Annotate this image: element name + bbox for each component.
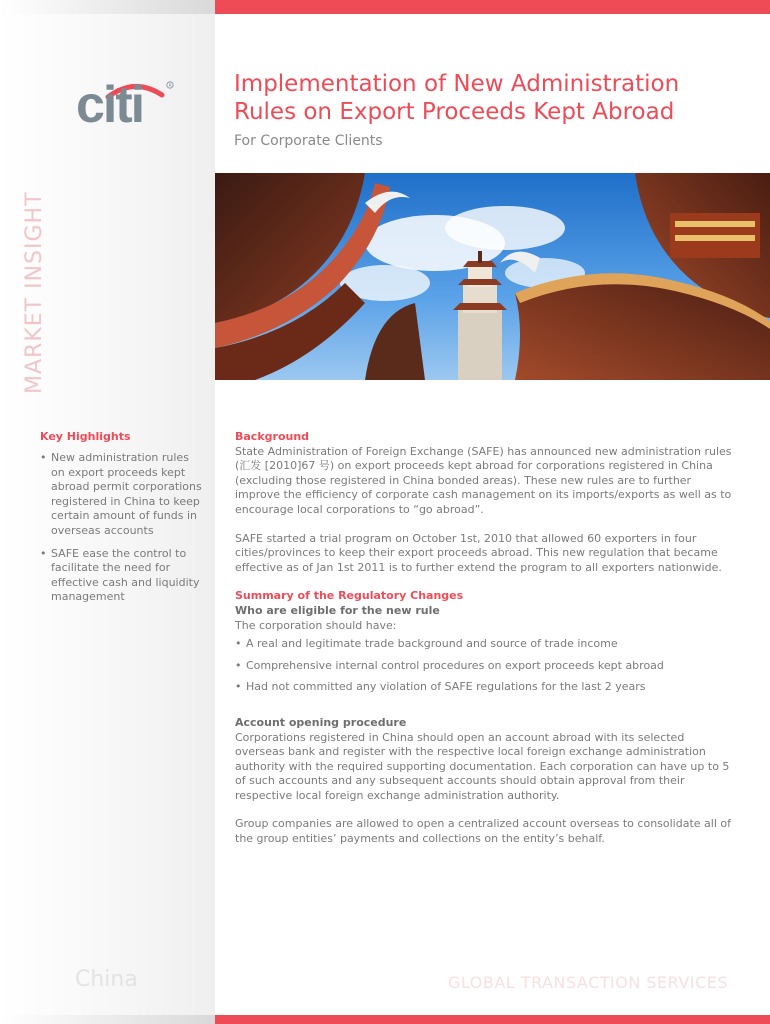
- eligible-list: [235, 637, 735, 695]
- key-highlights: [40, 430, 202, 613]
- list-item: • Had not committed any violation of SAFE regulations for the last 2 years: [235, 680, 735, 695]
- bottom-gray-bar: [0, 1015, 215, 1024]
- citi-logo: [76, 75, 176, 134]
- list-item: • Comprehensive internal control procedures on export proceeds kept abroad: [235, 659, 735, 674]
- vertical-section-label: MARKET INSIGHT: [22, 191, 47, 394]
- main-content: [235, 430, 735, 847]
- top-accent-bar: [215, 0, 770, 14]
- top-gray-bar: [0, 0, 215, 14]
- page-title: [234, 70, 754, 126]
- key-highlights-title: Key Highlights: [40, 430, 131, 443]
- svg-text:R: R: [168, 84, 172, 89]
- account-opening-paragraph-1: Corporations registered in China should open an account abroad with its selected overseas bank and register with the respective local foreign exchange administration authority with the required supporting documentation. Each corporation can have up to 5 of such accounts and any subsequent accounts should obtain approval from their respective local foreign exchange administration authority.: [235, 730, 730, 802]
- title-line-1: Implementation of New Administration: [234, 71, 680, 97]
- eligible-heading: Who are eligible for the new rule: [235, 603, 440, 617]
- summary-heading: Summary of the Regulatory Changes: [235, 589, 464, 603]
- temple-roofs-image: [215, 173, 770, 380]
- footer-region-label: China: [75, 967, 138, 992]
- background-paragraph-2: SAFE started a trial program on October 1st, 2010 that allowed 60 exporters in four cities/provinces to keep their export proceeds abroad. This new regulation that became effective as of Jan 1st 2011 is to further extend the program to all exporters nationwide.: [235, 531, 722, 574]
- background-heading: Background: [235, 430, 310, 443]
- eligible-intro: The corporation should have:: [235, 618, 397, 632]
- bottom-accent-bar: [215, 1015, 770, 1024]
- account-opening-heading: Account opening procedure: [235, 715, 407, 729]
- footer-division-label: GLOBAL TRANSACTION SERVICES: [448, 973, 728, 992]
- list-item: • New administration rules on export proceeds kept abroad permit corporations registered in China to keep certain amount of funds in overseas accounts: [40, 451, 202, 539]
- title-line-2: Rules on Export Proceeds Kept Abroad: [234, 99, 675, 125]
- list-item: • A real and legitimate trade background and source of trade income: [235, 637, 735, 652]
- account-opening-paragraph-2: Group companies are allowed to open a centralized account overseas to consolidate all of the group entities’ payments and collections on the entity’s behalf.: [235, 817, 731, 846]
- background-paragraph-1: State Administration of Foreign Exchange (SAFE) has announced new administration rules (汇发 [2010]67 号) on export proceeds kept abroad for corporations registered in China (excluding those registered in China bonded areas). These new rules are to further improve the efficiency of corporate cash management on its imports/exports as well as to encourage local corporations to “go abroad”.: [235, 444, 732, 516]
- logo-wordmark: citi: [76, 76, 144, 134]
- page-subtitle: For Corporate Clients: [234, 133, 383, 149]
- key-highlights-list: [40, 451, 202, 605]
- list-item: • SAFE ease the control to facilitate the need for effective cash and liquidity management: [40, 547, 202, 605]
